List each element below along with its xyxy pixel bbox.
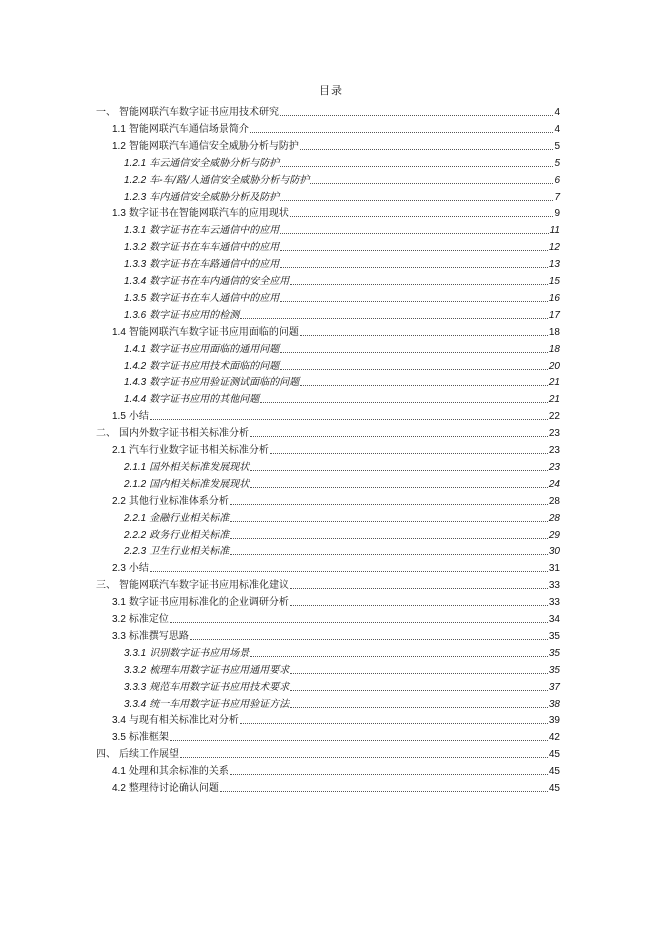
toc-dot-leader xyxy=(250,486,548,488)
toc-entry-text: 数字证书应用面临的通用问题 xyxy=(149,343,280,355)
toc-entry-page: 33 xyxy=(548,597,560,609)
toc-entry-page: 21 xyxy=(548,377,560,389)
toc-entry-number: 2.1.2 xyxy=(124,478,147,490)
toc-dot-leader xyxy=(300,334,548,336)
toc-dot-leader xyxy=(280,249,548,251)
toc-entry-text: 数字证书在车路通信中的应用 xyxy=(149,259,280,271)
toc-dot-leader xyxy=(300,148,554,150)
toc-dot-leader xyxy=(260,401,548,403)
toc-entry-page: 35 xyxy=(548,647,560,659)
toc-entry-number: 1.3 xyxy=(112,208,126,220)
toc-entry-text: 政务行业相关标准 xyxy=(149,529,230,541)
toc-entry[interactable] xyxy=(124,188,560,204)
toc-entry-page: 17 xyxy=(548,309,560,321)
toc-entry-text: 智能网联汽车数字证书应用技术研究 xyxy=(119,107,279,118)
toc-entry-text: 国外相关标准发展现状 xyxy=(149,461,250,473)
toc-entry-page: 28 xyxy=(548,495,560,507)
toc-entry-page: 9 xyxy=(554,208,560,220)
toc-entry-number: 2.2.3 xyxy=(124,546,147,558)
toc-entry-text: 汽车行业数字证书相关标准分析 xyxy=(128,445,269,456)
toc-dot-leader xyxy=(230,503,548,505)
toc-entry-text: 标准框架 xyxy=(128,732,169,744)
toc-dot-leader xyxy=(250,469,548,471)
toc-entry-page: 34 xyxy=(548,614,560,625)
toc-entry-label xyxy=(124,462,249,474)
toc-entry-text: 国内外数字证书相关标准分析 xyxy=(119,428,249,440)
toc-entry-label xyxy=(124,377,299,389)
toc-entry-page: 20 xyxy=(548,360,560,372)
toc-entry-page: 28 xyxy=(548,512,560,524)
toc-entry-page: 15 xyxy=(548,276,560,287)
toc-entry-page: 7 xyxy=(554,191,560,203)
toc-entry-page: 38 xyxy=(548,698,560,710)
toc-entry-number: 1.3.5 xyxy=(124,292,147,304)
toc-entry[interactable] xyxy=(112,779,560,795)
toc-entry-label xyxy=(112,614,169,626)
toc-entry-label xyxy=(124,276,289,288)
toc-entry-number: 一、 xyxy=(96,107,116,118)
toc-entry-number: 2.3 xyxy=(112,563,126,575)
toc-entry-number: 2.1 xyxy=(112,445,126,456)
toc-dot-leader xyxy=(220,790,548,792)
toc-entry-label xyxy=(124,394,259,406)
toc-entry[interactable] xyxy=(124,458,560,474)
toc-entry[interactable] xyxy=(124,373,560,389)
toc-dot-leader xyxy=(290,689,548,691)
toc-entry[interactable] xyxy=(112,323,560,339)
toc-dot-leader xyxy=(270,452,548,454)
toc-entry-label xyxy=(124,546,229,558)
toc-entry-page: 29 xyxy=(548,529,560,541)
toc-dot-leader xyxy=(180,756,548,758)
toc-entry-page: 35 xyxy=(548,630,560,642)
toc-entry[interactable] xyxy=(112,441,560,457)
toc-entry-number: 3.3 xyxy=(112,630,126,642)
toc-entry-number: 二、 xyxy=(96,428,116,440)
toc-entry-label xyxy=(112,445,269,457)
toc-entry-number: 3.3.1 xyxy=(124,647,147,659)
toc-entry[interactable] xyxy=(124,357,560,373)
toc-entry-text: 整理待讨论确认问题 xyxy=(128,783,219,794)
toc-entry-page: 45 xyxy=(548,783,560,794)
toc-entry-label xyxy=(112,631,189,643)
toc-title: 目录 xyxy=(319,84,343,97)
toc-entry-page: 21 xyxy=(548,394,560,406)
toc-entry-page: 22 xyxy=(548,411,560,423)
toc-entry-page: 24 xyxy=(548,478,560,490)
toc-entry[interactable] xyxy=(124,306,560,322)
toc-entry-label xyxy=(96,107,279,119)
toc-entry-number: 2.1.1 xyxy=(124,461,147,473)
toc-entry-number: 3.3.3 xyxy=(124,681,147,693)
toc-dot-leader xyxy=(280,368,548,370)
toc-entry-label xyxy=(124,513,229,525)
toc-dot-leader xyxy=(280,351,548,353)
toc-entry-text: 车云通信安全威胁分析与防护 xyxy=(149,157,280,169)
toc-entry-number: 2.2 xyxy=(112,495,126,507)
toc-dot-leader xyxy=(250,435,548,437)
toc-entry[interactable] xyxy=(112,627,560,643)
toc-entry-page: 33 xyxy=(548,580,560,592)
toc-entry[interactable] xyxy=(124,272,560,288)
toc-entry-number: 三、 xyxy=(96,580,116,592)
toc-entry-label xyxy=(124,648,249,660)
toc-entry[interactable] xyxy=(124,678,560,694)
toc-entry-text: 其他行业标准体系分析 xyxy=(128,495,229,507)
toc-entry-page: 4 xyxy=(554,123,560,135)
toc-entry-text: 小结 xyxy=(128,411,149,423)
toc-entry[interactable] xyxy=(124,542,560,558)
toc-entry-page: 12 xyxy=(548,242,560,254)
toc-entry-label xyxy=(96,749,179,761)
toc-entry-label xyxy=(124,530,229,542)
toc-entry-text: 卫生行业相关标准 xyxy=(149,546,230,558)
toc-entry[interactable] xyxy=(112,137,560,153)
toc-entry-number: 3.2 xyxy=(112,614,126,625)
toc-entry-number: 1.1 xyxy=(112,123,126,135)
toc-dot-leader xyxy=(240,317,548,319)
toc-entry-number: 1.3.2 xyxy=(124,242,147,254)
toc-entry-label xyxy=(112,563,149,575)
toc-entry-number: 1.5 xyxy=(112,411,126,423)
toc-entry-page: 16 xyxy=(548,292,560,304)
toc-entry-text: 识别数字证书应用场景 xyxy=(149,647,250,659)
toc-entry-page: 23 xyxy=(548,428,560,440)
toc-dot-leader xyxy=(150,418,548,420)
toc-entry-number: 1.4.2 xyxy=(124,360,147,372)
toc-entry[interactable] xyxy=(124,695,560,711)
toc-entry-label xyxy=(112,141,299,153)
toc-dot-leader xyxy=(280,199,553,201)
toc-entry-text: 数字证书在车内通信的安全应用 xyxy=(149,276,290,287)
toc-entry-text: 金融行业相关标准 xyxy=(149,512,230,524)
toc-entry-label xyxy=(124,699,289,711)
toc-entry-number: 1.3.4 xyxy=(124,276,147,287)
toc-entry-page: 5 xyxy=(554,157,560,169)
toc-entry-label xyxy=(112,715,239,727)
toc-entry-page: 13 xyxy=(548,259,560,271)
toc-entry-page: 31 xyxy=(548,563,560,575)
toc-entry-number: 四、 xyxy=(96,749,116,761)
toc-dot-leader xyxy=(280,165,553,167)
toc-dot-leader xyxy=(280,266,548,268)
toc-dot-leader xyxy=(290,215,554,217)
toc-entry[interactable] xyxy=(124,475,560,491)
toc-entry-number: 3.1 xyxy=(112,597,126,609)
toc-entry-text: 标准定位 xyxy=(128,614,169,625)
toc-entry[interactable] xyxy=(124,526,560,542)
toc-entry-text: 数字证书在智能网联汽车的应用现状 xyxy=(128,208,289,220)
toc-entry-number: 2.2.2 xyxy=(124,529,147,541)
toc-entry-text: 车内通信安全威胁分析及防护 xyxy=(149,191,280,203)
toc-entry[interactable] xyxy=(112,407,560,423)
toc-entry[interactable] xyxy=(112,559,560,575)
toc-entry-text: 智能网联汽车通信场景简介 xyxy=(128,123,249,135)
toc-dot-leader xyxy=(230,537,548,539)
toc-entry[interactable] xyxy=(124,509,560,525)
toc-entry-text: 数字证书在车云通信中的应用 xyxy=(149,225,280,237)
toc-entry[interactable] xyxy=(112,728,560,744)
toc-entry[interactable] xyxy=(112,204,560,220)
toc-entry-number: 3.3.4 xyxy=(124,698,147,710)
toc-entry-text: 处理和其余标准的关系 xyxy=(128,766,229,778)
toc-entry-page: 5 xyxy=(554,140,560,152)
toc-entry-text: 数字证书应用验证测试面临的问题 xyxy=(149,377,300,389)
toc-entry-page: 11 xyxy=(549,225,560,237)
toc-entry-page: 23 xyxy=(548,445,560,456)
toc-entry-text: 数字证书应用标准化的企业调研分析 xyxy=(128,597,289,609)
toc-dot-leader xyxy=(190,638,548,640)
toc-entry-label xyxy=(112,597,289,609)
toc-entry-label xyxy=(124,259,279,271)
toc-entry-text: 数字证书应用技术面临的问题 xyxy=(149,360,280,372)
toc-dot-leader xyxy=(250,131,554,133)
toc-entry-page: 42 xyxy=(548,732,560,744)
toc-dot-leader xyxy=(280,114,553,116)
toc-entry-page: 18 xyxy=(548,343,560,355)
toc-entry-page: 4 xyxy=(554,107,560,118)
toc-entry-label xyxy=(112,124,249,136)
toc-entry-label xyxy=(124,293,279,305)
toc-entry-label xyxy=(112,766,229,778)
toc-entry-label xyxy=(124,242,279,254)
toc-entry-number: 1.3.1 xyxy=(124,225,147,237)
toc-entry[interactable] xyxy=(124,255,560,271)
toc-dot-leader xyxy=(170,621,548,623)
toc-dot-leader xyxy=(240,722,548,724)
toc-entry-page: 30 xyxy=(548,546,560,558)
toc-dot-leader xyxy=(170,739,548,741)
toc-entry-text: 数字证书应用的其他问题 xyxy=(149,394,260,406)
toc-entry-page: 37 xyxy=(548,681,560,693)
toc-dot-leader xyxy=(290,283,548,285)
toc-entry[interactable] xyxy=(124,171,560,187)
toc-entry-number: 4.2 xyxy=(112,783,126,794)
toc-entry-text: 国内相关标准发展现状 xyxy=(149,478,250,490)
toc-entry-label xyxy=(96,580,289,592)
toc-entry-page: 45 xyxy=(548,766,560,778)
toc-entry-label xyxy=(124,175,309,187)
toc-entry[interactable] xyxy=(96,424,560,440)
toc-entry-label xyxy=(124,665,289,677)
toc-entry-page: 35 xyxy=(548,664,560,676)
toc-entry-number: 1.2.1 xyxy=(124,157,147,169)
toc-entry-text: 后续工作展望 xyxy=(119,749,179,761)
toc-entry-number: 3.3.2 xyxy=(124,664,147,676)
toc-entry-label xyxy=(124,310,239,322)
toc-entry[interactable] xyxy=(124,644,560,660)
toc-entry-number: 1.4.4 xyxy=(124,394,147,406)
toc-dot-leader xyxy=(290,672,548,674)
toc-entry[interactable] xyxy=(112,120,560,136)
toc-entry[interactable] xyxy=(112,711,560,727)
toc-entry-label xyxy=(96,428,249,440)
toc-entry-label xyxy=(112,411,149,423)
toc-entry-number: 1.2.2 xyxy=(124,174,147,186)
toc-entry-page: 23 xyxy=(548,461,560,473)
toc-entry-label xyxy=(124,361,279,373)
toc-entry-number: 1.4.3 xyxy=(124,377,147,389)
toc-entry[interactable] xyxy=(112,593,560,609)
toc-dot-leader xyxy=(310,182,553,184)
toc-entry-text: 智能网联汽车数字证书应用面临的问题 xyxy=(128,326,299,338)
toc-entry-number: 1.4 xyxy=(112,326,126,338)
toc-entry[interactable] xyxy=(112,762,560,778)
toc-entry-text: 梳理车用数字证书应用通用要求 xyxy=(149,664,290,676)
toc-entry-number: 1.4.1 xyxy=(124,343,147,355)
toc-entry-label xyxy=(124,158,279,170)
toc-dot-leader xyxy=(230,520,548,522)
toc-entry-label xyxy=(124,479,249,491)
toc-entry-label xyxy=(124,225,279,237)
toc-dot-leader xyxy=(290,706,548,708)
toc-entry-number: 1.3.3 xyxy=(124,259,147,271)
toc-entry-text: 车-车/路/人通信安全威胁分析与防护 xyxy=(149,174,310,186)
toc-entry-text: 标准撰写思路 xyxy=(128,630,189,642)
toc-entry-label xyxy=(112,208,289,220)
toc-entry-text: 数字证书应用的检测 xyxy=(149,309,240,321)
toc-entry[interactable] xyxy=(96,103,560,119)
toc-entry-text: 智能网联汽车数字证书应用标准化建议 xyxy=(119,580,289,592)
toc-entry-text: 小结 xyxy=(128,563,149,575)
toc-entry-page: 45 xyxy=(548,749,560,761)
toc-entry[interactable] xyxy=(124,238,560,254)
toc-entry-text: 数字证书在车人通信中的应用 xyxy=(149,292,280,304)
toc-entry-number: 1.3.6 xyxy=(124,309,147,321)
toc-entry-label xyxy=(124,344,279,356)
toc-entry-number: 4.1 xyxy=(112,766,126,778)
toc-dot-leader xyxy=(300,384,548,386)
toc-dot-leader xyxy=(250,655,548,657)
toc-entry[interactable] xyxy=(112,610,560,626)
toc-entry-label xyxy=(112,783,219,795)
toc-entry-text: 数字证书在车车通信中的应用 xyxy=(149,242,280,254)
toc-dot-leader xyxy=(290,587,548,589)
toc-entry-text: 与现有相关标准比对分析 xyxy=(128,715,239,727)
toc-entry[interactable] xyxy=(124,661,560,677)
toc-entry[interactable] xyxy=(96,576,560,592)
toc-entry[interactable] xyxy=(124,289,560,305)
toc-dot-leader xyxy=(280,300,548,302)
toc-dot-leader xyxy=(230,553,548,555)
toc-dot-leader xyxy=(280,232,548,234)
toc-entry-number: 3.5 xyxy=(112,732,126,744)
toc-entry-label xyxy=(112,732,169,744)
toc-entry[interactable] xyxy=(124,340,560,356)
toc-entry-page: 6 xyxy=(554,174,560,186)
toc-entry-text: 智能网联汽车通信安全威胁分析与防护 xyxy=(128,140,299,152)
toc-entry[interactable] xyxy=(96,745,560,761)
toc-entry[interactable] xyxy=(124,221,560,237)
toc-entry-number: 3.4 xyxy=(112,715,126,727)
toc-entry-text: 统一车用数字证书应用验证方法 xyxy=(149,698,290,710)
toc-entry[interactable] xyxy=(124,390,560,406)
toc-entry-page: 18 xyxy=(548,326,560,338)
toc-entry-page: 39 xyxy=(548,715,560,727)
toc-entry[interactable] xyxy=(124,154,560,170)
toc-dot-leader xyxy=(150,570,548,572)
toc-entry-text: 规范车用数字证书应用技术要求 xyxy=(149,681,290,693)
toc-entry-label xyxy=(124,192,279,204)
toc-entry-number: 1.2 xyxy=(112,140,126,152)
toc-entry-number: 1.2.3 xyxy=(124,191,147,203)
toc-entry-label xyxy=(124,682,289,694)
toc-entry-number: 2.2.1 xyxy=(124,512,147,524)
toc-entry-label xyxy=(112,496,229,508)
toc-entry[interactable] xyxy=(112,492,560,508)
toc-dot-leader xyxy=(230,773,548,775)
toc-dot-leader xyxy=(290,604,548,606)
toc-entry-label xyxy=(112,327,299,339)
